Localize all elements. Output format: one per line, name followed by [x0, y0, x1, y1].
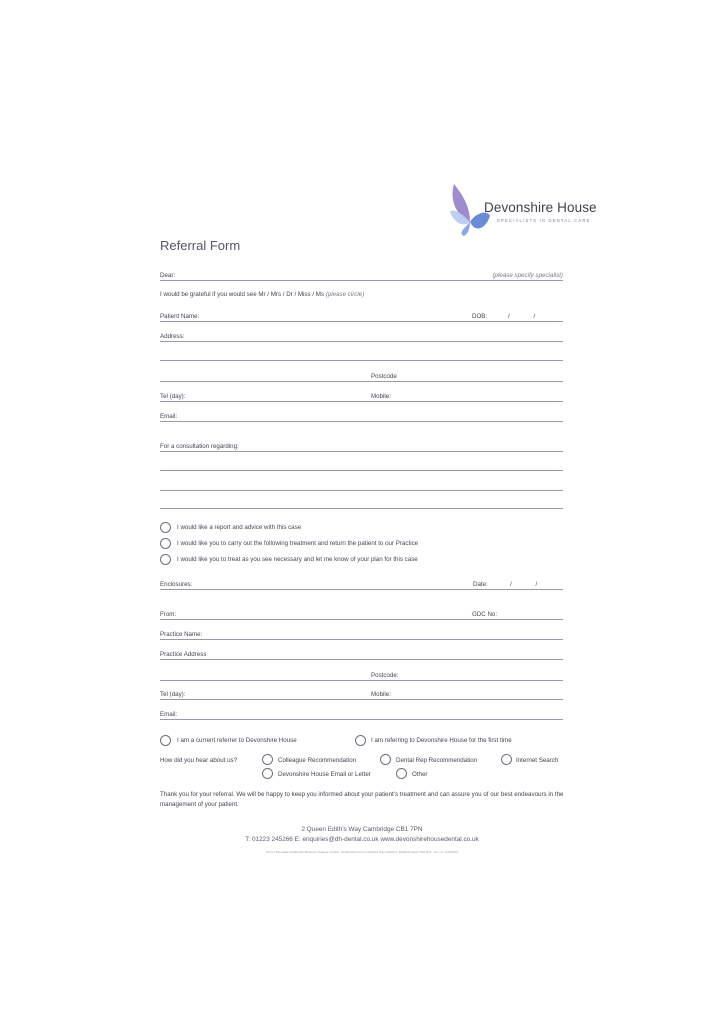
tel-label: Tel (day): [160, 393, 186, 400]
footer-fineprint: Part of Riverdale Healthcare Business Finance Limited, 16 Riverbury Court, Dartford Way, Dartford, Middlesbrough TS9 6QT · Co. no. 12345612 [266, 850, 458, 854]
colleague-recommendation-radio[interactable] [262, 754, 273, 765]
enclosures-label: Enclosures: [160, 581, 193, 588]
first-time-referrer-label: I am referring to Devonshire House for the first time [371, 737, 512, 744]
consultation-line-4[interactable] [160, 508, 563, 509]
consultation-label: For a consultation regarding: [160, 443, 239, 450]
footer-address: 2 Queen Edith's Way Cambridge CB1 7PN [301, 826, 423, 833]
internet-search-radio[interactable] [501, 754, 512, 765]
address-line-2[interactable] [160, 360, 563, 361]
address-label: Address: [160, 333, 185, 340]
practice-name-label: Practice Name: [160, 631, 203, 638]
consultation-line-2[interactable] [160, 470, 563, 471]
email-letter-label: Devonshire House Email or Letter [278, 771, 371, 778]
current-referrer-label: I am a current referrer to Devonshire House [177, 737, 297, 744]
tel-field[interactable] [160, 385, 563, 402]
option-treat-as-necessary-label: I would like you to treat as you see necessary and let me know of your plan for this case [177, 556, 418, 563]
consultation-field[interactable] [160, 435, 563, 452]
thank-you-paragraph: Thank you for your referral. We will be happy to keep you informed about your patient's treatment and can assure you of our best endeavours in the management of your patient. [160, 791, 564, 808]
email-field[interactable] [160, 405, 563, 422]
practice-name-field[interactable] [160, 623, 563, 640]
gdc-label: GDC No: [472, 611, 498, 618]
other-label: Other [412, 771, 428, 778]
colleague-recommendation-label: Colleague Recommendation [278, 757, 357, 764]
page-title: Referral Form [160, 238, 241, 253]
enclosures-field[interactable] [160, 573, 563, 590]
option-treatment-label: I would like you to carry out the following treatment and return the patient to our Practice [177, 540, 419, 547]
address-field[interactable] [160, 325, 563, 342]
footer-contact: T: 01223 245266 E: enquiries@dh-dental.co.uk www.devonshirehousedental.co.uk [245, 836, 479, 843]
email2-field[interactable] [160, 703, 563, 720]
internet-search-label: Internet Search [516, 757, 559, 764]
logo-name: Devonshire House [484, 200, 597, 215]
hear-about-label: How did you hear about us? [160, 757, 238, 764]
email-letter-radio[interactable] [262, 768, 273, 779]
postcode-label: Postcode [371, 373, 397, 380]
dental-rep-radio[interactable] [380, 754, 391, 765]
salutation-note: (please circle) [325, 291, 365, 298]
logo-tagline: SPECIALISTS IN DENTAL CARE [497, 218, 591, 223]
tel2-field[interactable] [160, 683, 563, 700]
option-report-radio[interactable] [160, 522, 171, 533]
mobile2-label: Mobile: [371, 691, 391, 698]
postcode2-label: Postcode: [371, 672, 399, 679]
dear-label: Dear: [160, 272, 176, 279]
dear-field[interactable] [160, 264, 563, 281]
postcode2-field[interactable] [160, 664, 563, 681]
option-treatment-radio[interactable] [160, 538, 171, 549]
email2-label: Email: [160, 711, 178, 718]
patient-name-label: Patient Name: [160, 313, 200, 320]
other-radio[interactable] [396, 768, 407, 779]
email-label: Email: [160, 413, 178, 420]
practice-address-field[interactable] [160, 643, 563, 660]
dear-note: (please specify specialist) [492, 272, 563, 279]
from-field[interactable] [160, 603, 563, 620]
mobile-label: Mobile: [371, 393, 391, 400]
devonshire-house-logo [448, 182, 598, 238]
dental-rep-label: Dental Rep Recommendation [396, 757, 478, 764]
patient-name-field[interactable] [160, 305, 563, 322]
dob-slashes: / / [508, 313, 536, 320]
postcode-field[interactable] [160, 365, 563, 382]
dob-label: DOB: [472, 313, 488, 320]
practice-address-label: Practice Address [160, 651, 207, 658]
consultation-line-3[interactable] [160, 490, 563, 491]
from-label: From: [160, 611, 177, 618]
salutation-text: I would be grateful if you would see Mr / Mrs / Dr / Miss / Ms [160, 291, 325, 298]
option-report-label: I would like a report and advice with this case [177, 524, 302, 531]
option-treat-as-necessary-radio[interactable] [160, 554, 171, 565]
salutation-line [160, 291, 364, 298]
first-time-referrer-radio[interactable] [355, 735, 366, 746]
date-label: Date: [473, 581, 488, 588]
current-referrer-radio[interactable] [160, 735, 171, 746]
tel2-label: Tel (day): [160, 691, 186, 698]
date-slashes: / / [510, 581, 538, 588]
